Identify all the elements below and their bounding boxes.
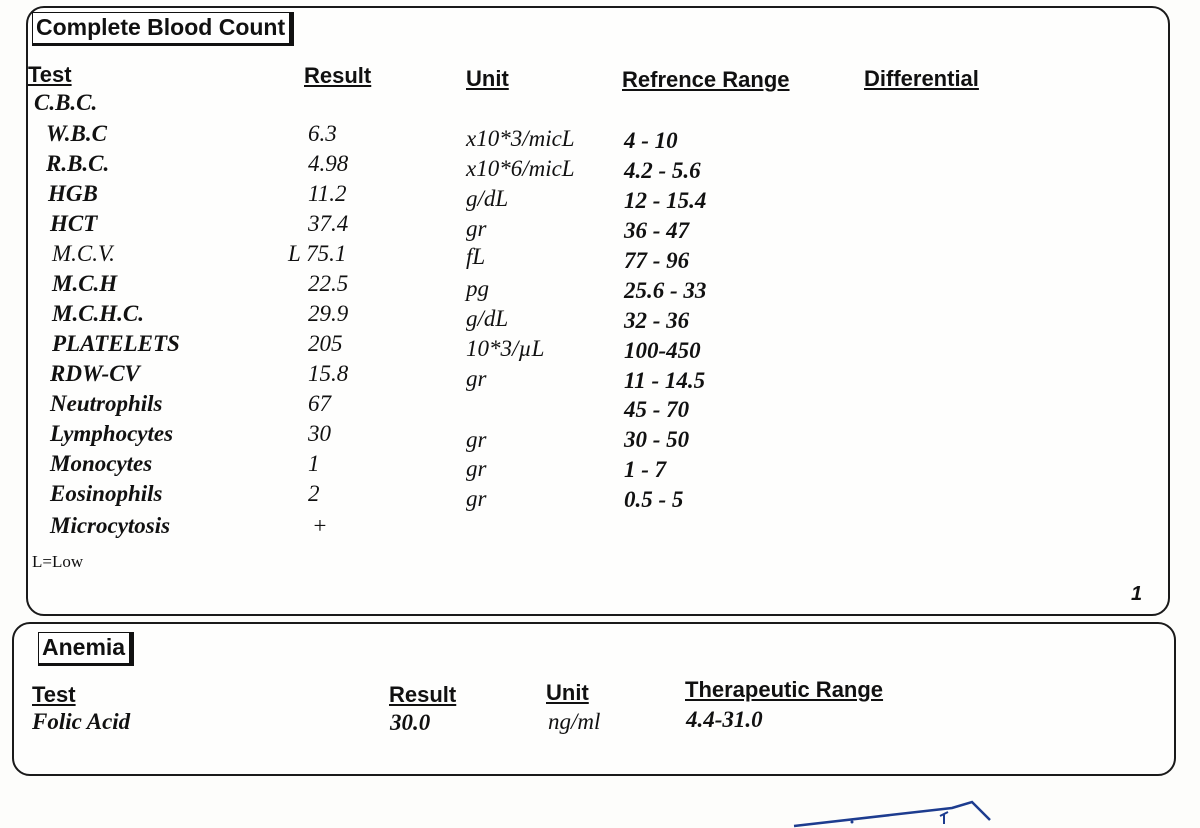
legend-note: L=Low [32, 552, 84, 571]
cbc-row-result: 1 [308, 451, 320, 476]
stamp-mark [792, 798, 992, 828]
page-number: 1 [1131, 583, 1143, 605]
cbc-row-result: 15.8 [308, 361, 349, 386]
anemia-title: Anemia [38, 632, 134, 666]
cbc-row-result: 205 [308, 331, 343, 356]
cbc-row-range: 1 - 7 [624, 457, 667, 482]
cbc-row-range: 0.5 - 5 [624, 487, 684, 512]
cbc-row-test: M.C.H [52, 271, 118, 296]
cbc-row-result: 6.3 [308, 121, 337, 146]
cbc-row-test: M.C.V. [52, 241, 115, 266]
cbc-row-test: M.C.H.C. [52, 301, 145, 326]
cbc-row-test: Microcytosis [50, 513, 171, 538]
cbc-row-unit: 10*3/µL [466, 336, 545, 361]
anemia-row-test: Folic Acid [32, 709, 131, 734]
cbc-row-unit: gr [466, 366, 487, 391]
cbc-row-unit: x10*6/micL [466, 156, 575, 181]
cbc-row-test: HCT [50, 211, 98, 236]
cbc-row-range: 77 - 96 [624, 248, 690, 273]
cbc-row-unit: gr [466, 216, 487, 241]
cbc-row-range: 4 - 10 [624, 128, 678, 153]
anemia-header-therapeutic-range: Therapeutic Range [685, 677, 884, 702]
cbc-row-test: HGB [48, 181, 98, 206]
cbc-header-unit: Unit [466, 66, 509, 91]
cbc-section-label: C.B.C. [34, 90, 98, 115]
anemia-row-range: 4.4-31.0 [686, 707, 763, 732]
cbc-row-range: 11 - 14.5 [624, 368, 706, 393]
anemia-header-test: Test [32, 682, 76, 707]
cbc-row-range: 4.2 - 5.6 [624, 158, 701, 183]
cbc-header-reference-range: Refrence Range [622, 67, 790, 92]
anemia-panel [12, 622, 1176, 776]
cbc-row-range: 32 - 36 [624, 308, 690, 333]
cbc-row-range: 30 - 50 [624, 427, 690, 452]
cbc-row-range: 100-450 [624, 338, 701, 363]
cbc-row-test: Monocytes [50, 451, 153, 476]
cbc-row-result: 37.4 [308, 211, 349, 236]
cbc-row-result: 11.2 [308, 181, 347, 206]
cbc-row-range: 25.6 - 33 [624, 278, 707, 303]
anemia-row-result: 30.0 [390, 710, 431, 735]
cbc-title: Complete Blood Count [32, 12, 294, 46]
cbc-header-test: Test [28, 62, 72, 87]
cbc-panel [26, 6, 1170, 616]
cbc-row-test: R.B.C. [46, 151, 110, 176]
cbc-row-unit: x10*3/micL [466, 126, 575, 151]
anemia-row-unit: ng/ml [548, 709, 601, 734]
cbc-row-unit: g/dL [466, 306, 509, 331]
cbc-row-test: Neutrophils [50, 391, 163, 416]
cbc-row-result: L 75.1 [288, 241, 347, 266]
cbc-row-unit: g/dL [466, 186, 509, 211]
cbc-row-test: Eosinophils [50, 481, 163, 506]
cbc-row-result: 22.5 [308, 271, 349, 296]
cbc-row-result: 67 [308, 391, 331, 416]
cbc-row-range: 45 - 70 [624, 397, 690, 422]
cbc-row-result: 4.98 [308, 151, 349, 176]
cbc-row-unit: pg [466, 276, 489, 301]
anemia-header-result: Result [389, 682, 457, 707]
cbc-row-test: Lymphocytes [50, 421, 174, 446]
cbc-row-result: 29.9 [308, 301, 349, 326]
cbc-row-test: RDW-CV [50, 361, 140, 386]
cbc-row-unit: fL [466, 244, 486, 269]
cbc-row-result: 30 [308, 421, 331, 446]
cbc-row-range: 36 - 47 [624, 218, 690, 243]
cbc-header-result: Result [304, 63, 372, 88]
cbc-row-unit: gr [466, 486, 487, 511]
cbc-row-result: 2 [308, 481, 320, 506]
cbc-row-unit: gr [466, 427, 487, 452]
cbc-header-differential: Differential [864, 66, 979, 91]
cbc-row-range: 12 - 15.4 [624, 188, 707, 213]
cbc-row-result: + [312, 513, 328, 538]
cbc-row-test: PLATELETS [52, 331, 180, 356]
cbc-row-test: W.B.C [46, 121, 107, 146]
anemia-header-unit: Unit [546, 680, 589, 705]
cbc-row-unit: gr [466, 456, 487, 481]
